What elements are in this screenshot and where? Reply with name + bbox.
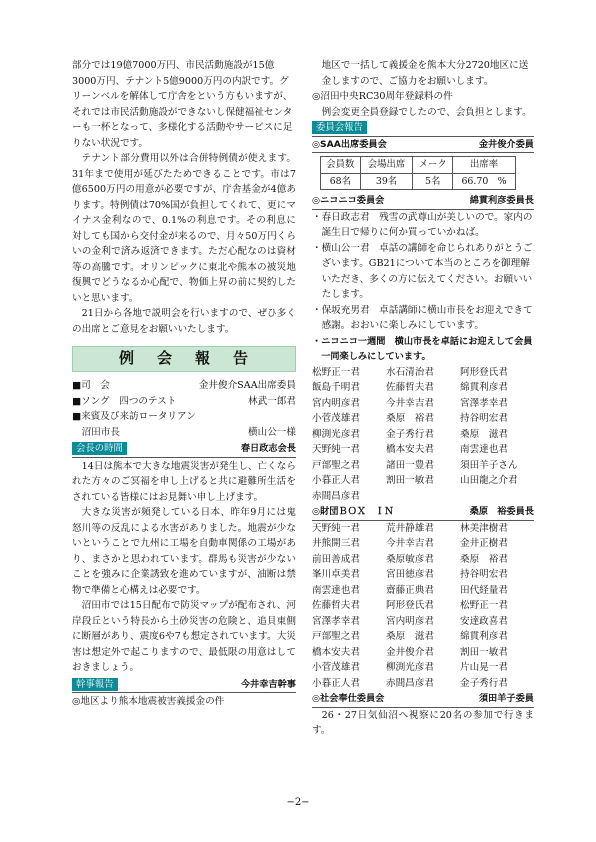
member-name: 赤間昌彦君 xyxy=(386,677,434,689)
member-name: 天野純一君 xyxy=(312,522,360,534)
list-item: ・保坂充男君 卓話講師に横山市長をお迎えできて感謝。おおいに楽しみにしています。 xyxy=(312,304,533,331)
member-name: 桑原 滋君 xyxy=(386,631,434,642)
member-name: 小暮正人君 xyxy=(312,475,360,486)
member-name: 水石清治君 xyxy=(386,366,434,378)
member-name: 綿貫利彦君 xyxy=(460,631,508,642)
president-time-header xyxy=(72,441,296,458)
member-name: 持谷明宏君 xyxy=(460,413,508,424)
body-paragraph: テナント部分費用以外は合併特例債が使えます。31年まで使用が延びたためできることです。市は7億6500万円の用意が必要ですが、庁舎基金が4億あります。特例債は70%国が負担してくれて、更にマイナス金利なので、0.1%の利息です。その利息に対しても国から交付金が来るので、月々50万円くらいの金利で済み返済できます。ただ心配なのは資材等の高騰です。オリンピックに東北や熊本の被災地復興でどうなるか心配で、物価上昇の前に契約したいと思います。 xyxy=(72,153,296,304)
left-column xyxy=(72,58,296,710)
member-name: 阿形登氏君 xyxy=(460,366,508,378)
member-name: 金井俊介君 xyxy=(386,646,434,658)
table-cell: 66.70 % xyxy=(453,173,516,190)
member-name: 割田一敏君 xyxy=(460,646,508,658)
page-number: −2− xyxy=(286,797,310,808)
member-name: 諸田一豊君 xyxy=(386,459,434,471)
member-name: 南雲達也君 xyxy=(312,584,360,596)
member-name: 小菅茂雄君 xyxy=(312,662,360,673)
body-paragraph: 21日から各地で説明会を行いますので、ぜひ多くの出席とご意見をお願いいたします。 xyxy=(72,308,296,335)
member-name: 小暮正人君 xyxy=(312,677,360,689)
saa-header: ◎SAA出席委員会 金井俊介委員 xyxy=(312,137,534,154)
member-name: 峯川卓美君 xyxy=(312,569,360,580)
member-name: 小菅茂雄君 xyxy=(312,413,360,424)
member-name: 齋藤正典君 xyxy=(386,584,434,596)
table-header: 出席率 xyxy=(453,157,516,174)
member-name: 安達政喜君 xyxy=(460,615,508,627)
member-name: 片山晃一君 xyxy=(460,662,508,673)
member-name: 前田善成君 xyxy=(312,553,360,565)
member-name: 今井幸吉君 xyxy=(386,538,434,549)
nikoniko-header: ◎ニコニコ委員会 綿貫利彦委員長 xyxy=(312,193,534,210)
social-header: ◎社会奉仕委員会 須田羊子委員 xyxy=(312,691,534,708)
table-cell: 68名 xyxy=(321,173,361,190)
table-cell: 39名 xyxy=(360,173,413,190)
body-paragraph: 26・27日気仙沼へ視察に20名の参加で行きます。 xyxy=(312,709,534,736)
report-row: 沼田市長 横山公一様 xyxy=(72,426,296,438)
member-name: 桑原 裕君 xyxy=(386,413,434,424)
member-name: 柳渕光彦君 xyxy=(312,428,360,440)
table-cell: 5名 xyxy=(413,173,453,190)
member-name: 桑原 滋君 xyxy=(460,428,508,440)
member-name: 金子秀行君 xyxy=(460,677,508,689)
member-name: 南雲達也君 xyxy=(460,444,508,455)
body-paragraph: 例会変更全員登録でしたので、会負担とします。 xyxy=(321,106,532,118)
member-name: 佐藤哲夫君 xyxy=(386,382,434,393)
section-tag: 幹事報告 xyxy=(72,678,118,691)
member-name: 松野正一君 xyxy=(460,600,508,611)
member-name: 荒井静雄君 xyxy=(386,522,434,534)
speaker-name: 今井幸吉幹事 xyxy=(240,678,296,690)
member-name: 金井正樹君 xyxy=(460,538,508,549)
banner-char: 告 xyxy=(233,349,250,368)
report-row: ■司 会 金井俊介SAA出席委員 xyxy=(72,380,296,391)
table-header: メーク xyxy=(413,157,453,174)
member-name: 綿貫利彦君 xyxy=(460,382,508,393)
member-name: 桑原 裕君 xyxy=(460,553,508,565)
member-name: 阿形登氏君 xyxy=(386,600,434,611)
banner-char: 会 xyxy=(156,349,173,368)
report-row: ■ソング 四つのテスト 林武一郎君 xyxy=(72,395,296,407)
name-list xyxy=(312,365,534,505)
member-name: 宮澤孝幸君 xyxy=(312,615,360,627)
report-item: ◎地区より熊本地震被害義援金の件 xyxy=(72,696,225,707)
member-name: 柳渕光彦君 xyxy=(386,662,434,673)
committee-header xyxy=(312,120,534,137)
secretary-report-header xyxy=(72,677,296,694)
body-paragraph: 沼田市では15日配布で防災マップが配布され、河岸段丘という特長から土砂災害の危険と、追貝東側に断層があり、震度6や7も想定されています。大災害は想定外で起こりますので、最低限の用意はしておきましょう。 xyxy=(72,600,296,673)
member-name: 宮澤孝幸君 xyxy=(460,397,508,409)
name-list xyxy=(312,521,534,692)
member-name: 田代経量君 xyxy=(460,584,508,596)
member-name: 今井幸吉君 xyxy=(386,397,434,409)
member-name: 井熊開三君 xyxy=(312,538,360,549)
member-name: 戸部聖之君 xyxy=(312,631,360,642)
list-item: ・ニコニコ一週間 横山市長を卓話にお迎えして会員一同楽しみにしています。 xyxy=(312,335,533,362)
body-paragraph: 地区で一括して義援金を熊本大分2720地区に送金しますので、ご協力をお願いします。 xyxy=(321,60,529,87)
table-header: 会場出席 xyxy=(360,157,413,174)
member-name: 赤間昌彦君 xyxy=(312,490,360,502)
body-paragraph: 部分では19億7000万円、市民活動施設が15億3000万円、テナント5億9000万円の内訳です。グリーンベルを解体して庁舎をという方もいますが、それでは市民活動施設ができないし保健福祉センターも一杯となって、多様化する活動やサービスに足りない状況です。 xyxy=(72,60,293,149)
banner-char: 例 xyxy=(118,349,135,368)
report-row: ■来賓及び来訪ロータリアン xyxy=(72,411,196,422)
body-paragraph: 大きな災害が頻発している日本、昨年9月には鬼怒川等の反乱による水害がありました。地震が少ないということで九州に工場を自動車関係の工場があり、まさかと思われています。群馬も災害が少ないことを強みに企業誘致を進めていますが、油断は禁物で準備と心構えは必要です。 xyxy=(72,507,296,596)
member-name: 持谷明宏君 xyxy=(460,569,508,580)
report-item: ◎沼田中央RC30周年登録料の件 xyxy=(312,91,453,102)
member-name: 金子秀行君 xyxy=(386,428,434,440)
member-name: 橋本安夫君 xyxy=(312,646,360,658)
box-header: ◎財団ＢＯＸ ＩＮ 桑原 裕委員長 xyxy=(312,504,534,521)
section-tag: 委員会報告 xyxy=(312,121,367,134)
body-paragraph: 14日は熊本で大きな地震災害が発生し、亡くなられた方々のご冥福を申し上げると共に避難所生活をされている皆様にはお見舞い申し上げます。 xyxy=(72,460,296,503)
member-name: 宮内明彦君 xyxy=(386,615,434,627)
member-name: 天野純一君 xyxy=(312,444,360,455)
member-name: 戸部聖之君 xyxy=(312,459,360,471)
table-header: 会員数 xyxy=(321,157,361,174)
meeting-report-banner xyxy=(72,346,296,372)
member-name: 山田龍之介君 xyxy=(460,475,518,486)
member-name: 割田一敏君 xyxy=(386,475,434,486)
member-name: 須田羊子さん xyxy=(460,459,518,471)
member-name: 林美津樹君 xyxy=(460,522,508,534)
section-tag: 会長の時間 xyxy=(72,442,127,455)
member-name: 桑原敏彦君 xyxy=(386,553,434,565)
member-name: 宮田徳彦君 xyxy=(386,569,434,580)
member-name: 飯島千明君 xyxy=(312,382,360,393)
member-name: 佐藤哲夫君 xyxy=(312,600,360,611)
member-name: 橋本安夫君 xyxy=(386,444,434,455)
list-item: ・春日政志君 残雪の武尊山が美しいので。家内の誕生日で帰りに何か買っていかねば。 xyxy=(312,211,533,238)
list-item: ・横山公一君 卓話の講師を命じられありがとうございます。GB21について本当のところを御理解いただき、多くの方に伝えてください。お願いいたします。 xyxy=(312,242,533,300)
attendance-table xyxy=(320,156,516,190)
right-column xyxy=(312,58,534,739)
member-name: 宮内明彦君 xyxy=(312,397,360,409)
banner-char: 報 xyxy=(195,349,212,368)
member-name: 松野正一君 xyxy=(312,366,360,378)
speaker-name: 春日政志会長 xyxy=(240,443,296,454)
